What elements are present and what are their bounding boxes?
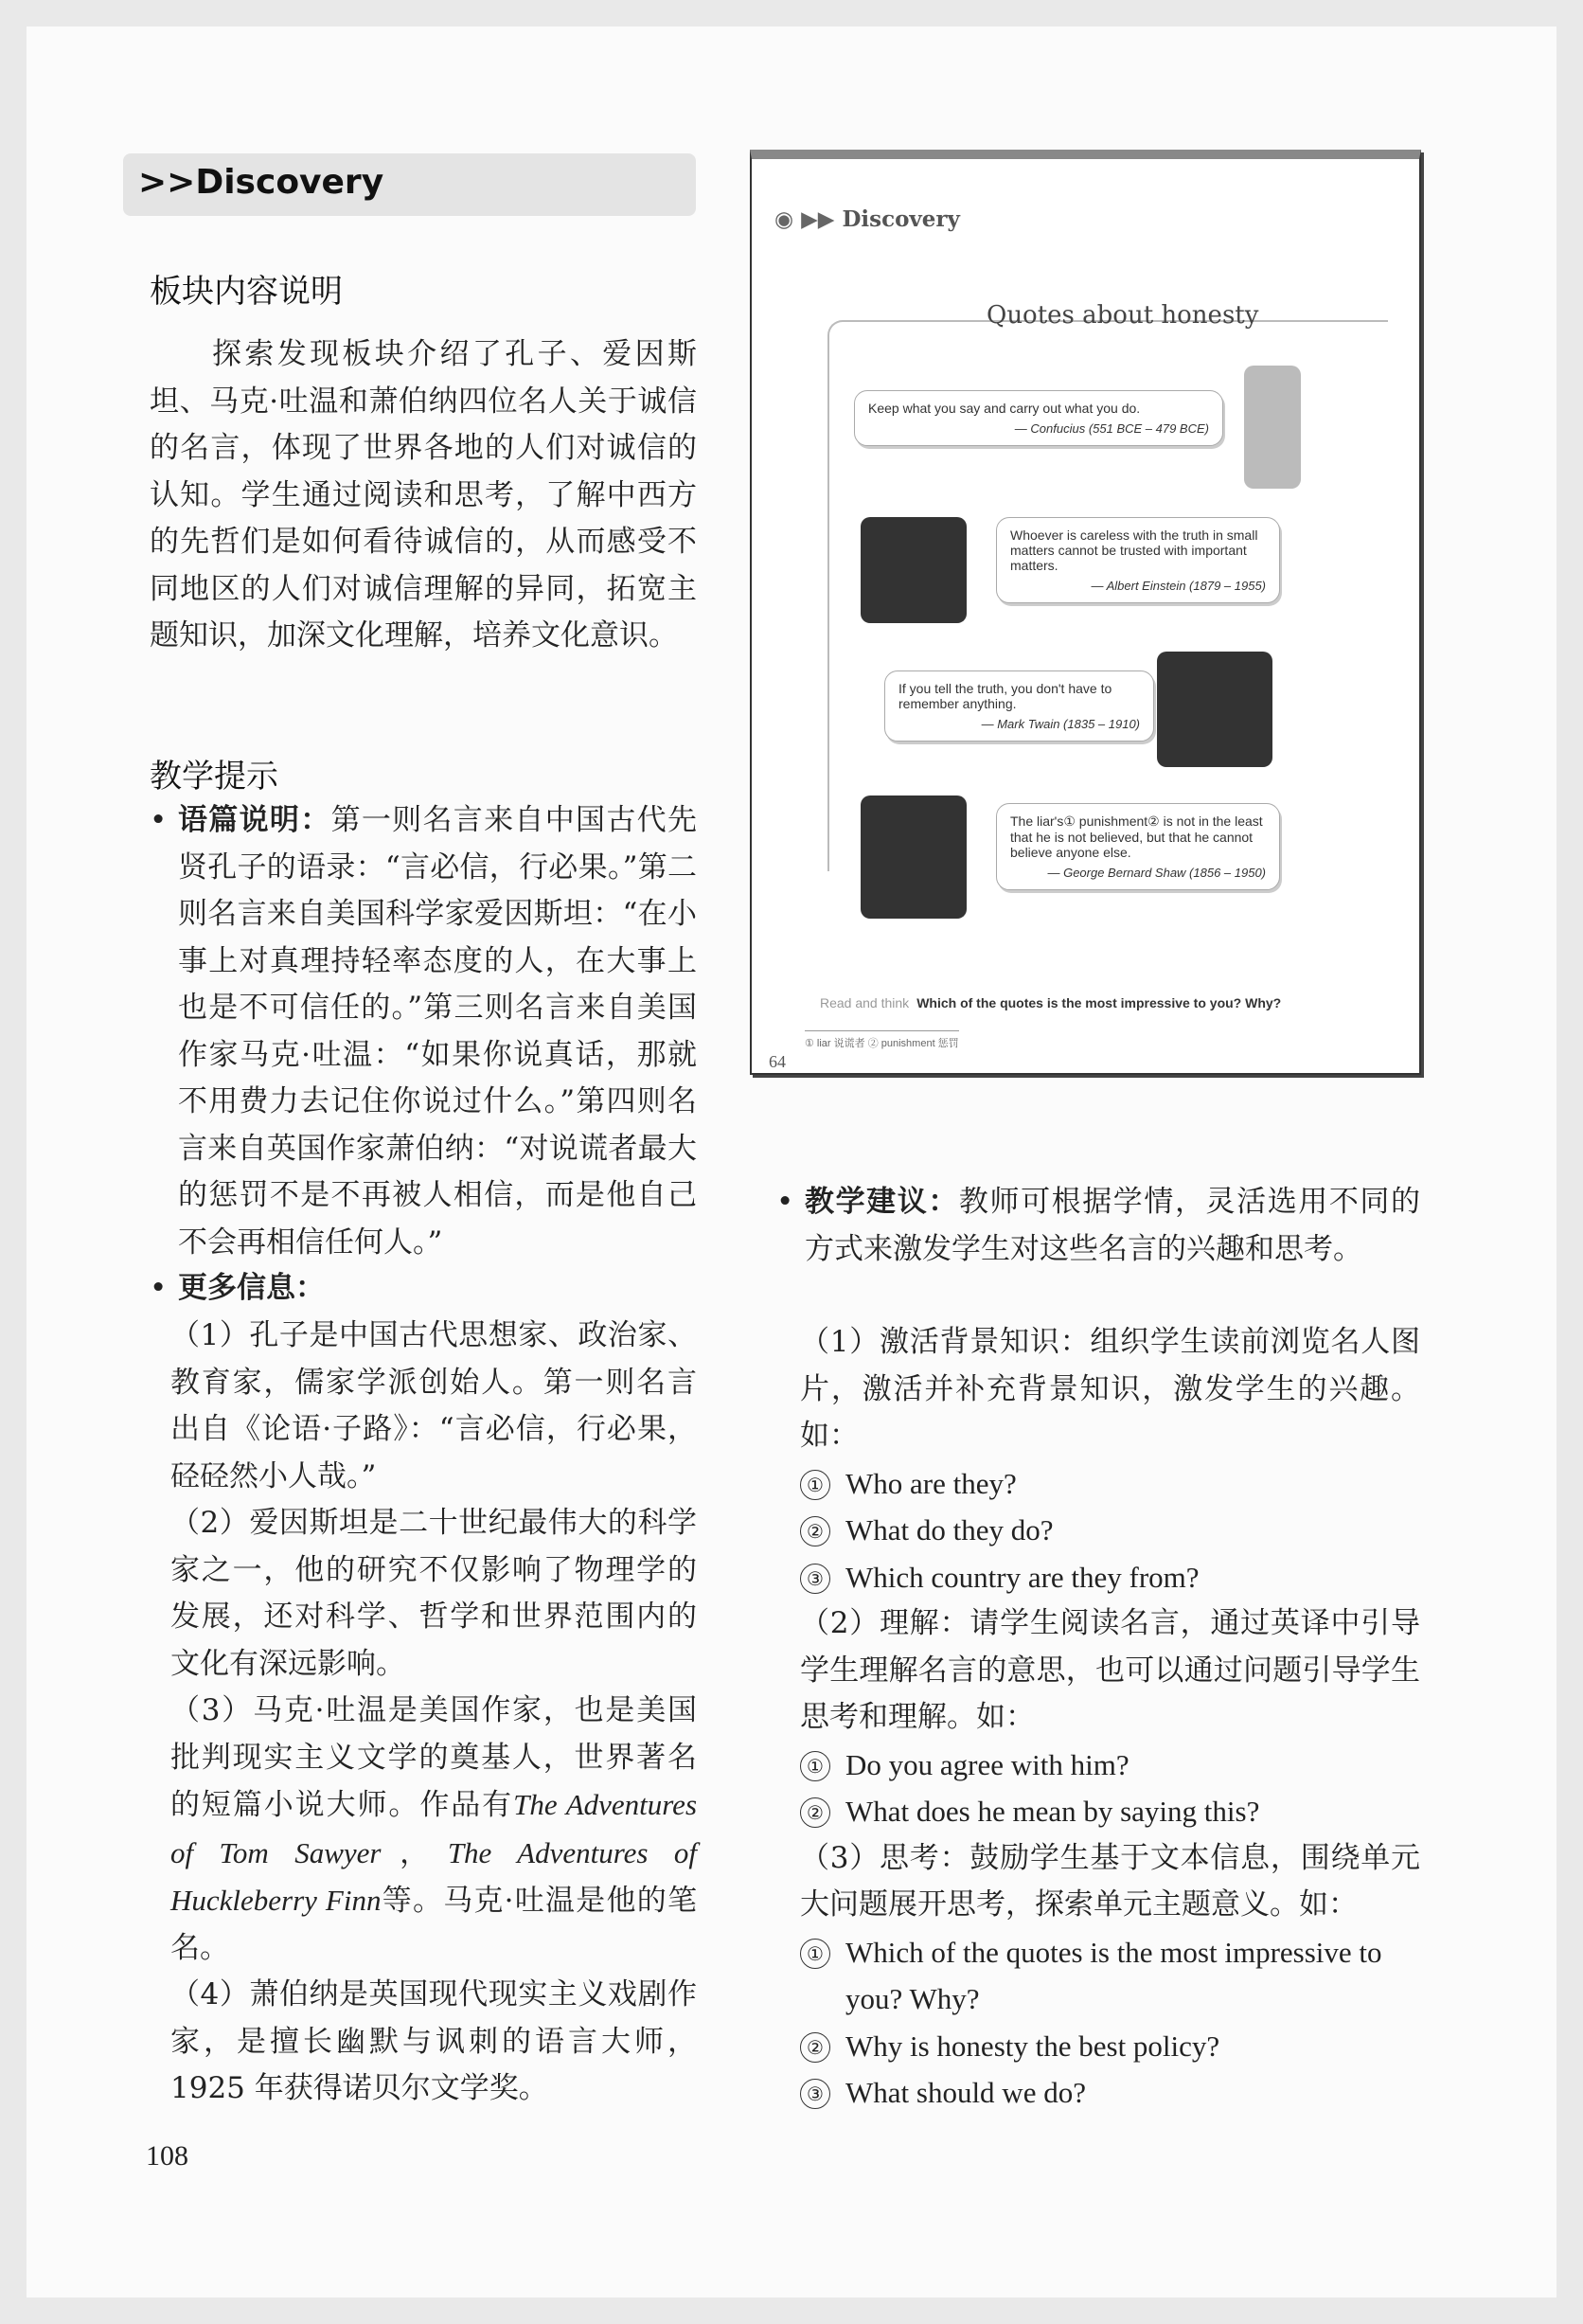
question-item: ③ Which country are they from?: [800, 1554, 1420, 1601]
question-item: ② What does he mean by saying this?: [800, 1788, 1420, 1835]
quote-twain: If you tell the truth, you don't have to remember anything. — Mark Twain (1835 – 1910): [884, 670, 1154, 742]
textbook-header: ◉ ▶▶ Discovery: [774, 206, 960, 232]
footnote: ① liar 说谎者 ② punishment 惩罚: [805, 1030, 959, 1050]
bullet-body: 教师可根据学情，灵活选用不同的方式来激发学生对这些名言的兴趣和思考。: [805, 1185, 1421, 1266]
einstein-photo: [861, 517, 967, 623]
bullet-text-explanation: • 语篇说明：第一则名言来自中国古代先贤孔子的语录：“言必信，行必果。”第二则名言来自美国科学家爱因斯坦：“在小事上对真理持轻率态度的人，在大事上也是不可信任的。”第三则名言来自美国作家马克·吐温：“如果你说真话，那就不用费力去记住你说过什么。”第四则名言来自英国作家萧伯纳：“对说谎者最大的惩罚不是不再被人相信，而是他自己不会再相信任何人。”: [150, 803, 697, 1260]
bullet-label: 教学建议：: [805, 1185, 959, 1219]
question-item: ③ What should we do?: [800, 2069, 1420, 2117]
question-item: ② Why is honesty the best policy?: [800, 2023, 1420, 2070]
heading-teaching-tips: 教学提示: [150, 758, 278, 796]
confucius-statue-image: [1244, 366, 1301, 489]
more-info-list: [170, 1313, 697, 2113]
question-item: ② What do they do?: [800, 1507, 1420, 1554]
info-twain: （3）马克·吐温是美国作家，也是美国批判现实主义文学的奠基人，世界著名的短篇小说大师。作品有The Adventures of Tom Sawyer，The Adventures of Huckleberry Finn等。马克·吐温是他的笔名。: [170, 1693, 698, 1965]
step-understanding: （2）理解：请学生阅读名言，通过英译中引导学生理解名言的意思，也可以通过问题引导学生思考和理解。如：: [800, 1606, 1420, 1734]
question-item: ① Do you agree with him?: [800, 1742, 1420, 1789]
bullet-teaching-suggestion: • 教学建议：教师可根据学情，灵活选用不同的方式来激发学生对这些名言的兴趣和思考。: [776, 1185, 1421, 1266]
bullet-more-info: • 更多信息：: [150, 1271, 325, 1305]
quote-einstein: Whoever is careless with the truth in small matters cannot be trusted with important matters. — Albert Einstein (1879 – 1955): [996, 517, 1280, 603]
quote-confucius: Keep what you say and carry out what you do. — Confucius (551 BCE – 479 BCE): [854, 390, 1223, 446]
section-banner: [123, 153, 696, 216]
info-shaw: （4）萧伯纳是英国现代现实主义戏剧作家，是擅长幽默与讽刺的语言大师，1925 年获得诺贝尔文学奖。: [170, 1977, 697, 2105]
step-background: （1）激活背景知识：组织学生读前浏览名人图片，激活并补充背景知识，激发学生的兴趣。如：: [800, 1325, 1420, 1453]
read-and-think: Read and think Which of the quotes is the most impressive to you? Why?: [820, 995, 1282, 1010]
textbook-page: [750, 150, 1421, 1075]
step-thinking: （3）思考：鼓励学生基于文本信息，围绕单元大问题展开思考，探索单元主题意义。如：: [800, 1840, 1420, 1922]
bullet-body: 第一则名言来自中国古代先贤孔子的语录：“言必信，行必果。”第二则名言来自美国科学家爱因斯坦：“在小事上对真理持轻率态度的人，在大事上也是不可信任的。”第三则名言来自美国作家马克·吐温：“如果你说真话，那就不用费力去记住你说过什么。”第四则名言来自英国作家萧伯纳：“对说谎者最大的惩罚不是不再被人相信，而是他自己不会再相信任何人。”: [178, 803, 697, 1260]
heading-content-description: 板块内容说明: [150, 273, 343, 311]
info-confucius: （1）孔子是中国古代思想家、政治家、教育家，儒家学派创始人。第一则名言出自《论语·子路》：“言必信，行必果，硁硁然小人哉。”: [170, 1318, 697, 1493]
quotes-title: Quotes about honesty: [987, 301, 1259, 330]
question-item: ① Which of the quotes is the most impressive to you? Why?: [800, 1929, 1420, 2023]
intro-paragraph: 探索发现板块介绍了孔子、爱因斯坦、马克·吐温和萧伯纳四位名人关于诚信的名言，体现了世界各地的人们对诚信的认知。学生通过阅读和思考，了解中西方的先哲们是如何看待诚信的，从而感受不同地区的人们对诚信理解的异同，拓宽主题知识，加深文化理解，培养文化意识。: [150, 337, 697, 653]
quote-shaw: The liar's① punishment② is not in the least that he is not believed, but that he cannot believe anyone else. — George Bernard Shaw (1856 – 1950): [996, 803, 1280, 890]
info-einstein: （2）爱因斯坦是二十世纪最伟大的科学家之一，他的研究不仅影响了物理学的发展，还对科学、哲学和世界范围内的文化有深远影响。: [170, 1506, 697, 1681]
section-title: >>Discovery: [138, 163, 384, 202]
bullet-label: 更多信息：: [178, 1271, 325, 1305]
shaw-photo: [861, 796, 967, 919]
twain-photo: [1157, 652, 1272, 767]
question-item: ① Who are they?: [800, 1460, 1420, 1508]
textbook-page-number: 64: [769, 1052, 786, 1071]
page-number: 108: [146, 2140, 188, 2172]
bullet-label: 语篇说明：: [178, 803, 331, 837]
suggestion-list: [800, 1319, 1420, 2117]
